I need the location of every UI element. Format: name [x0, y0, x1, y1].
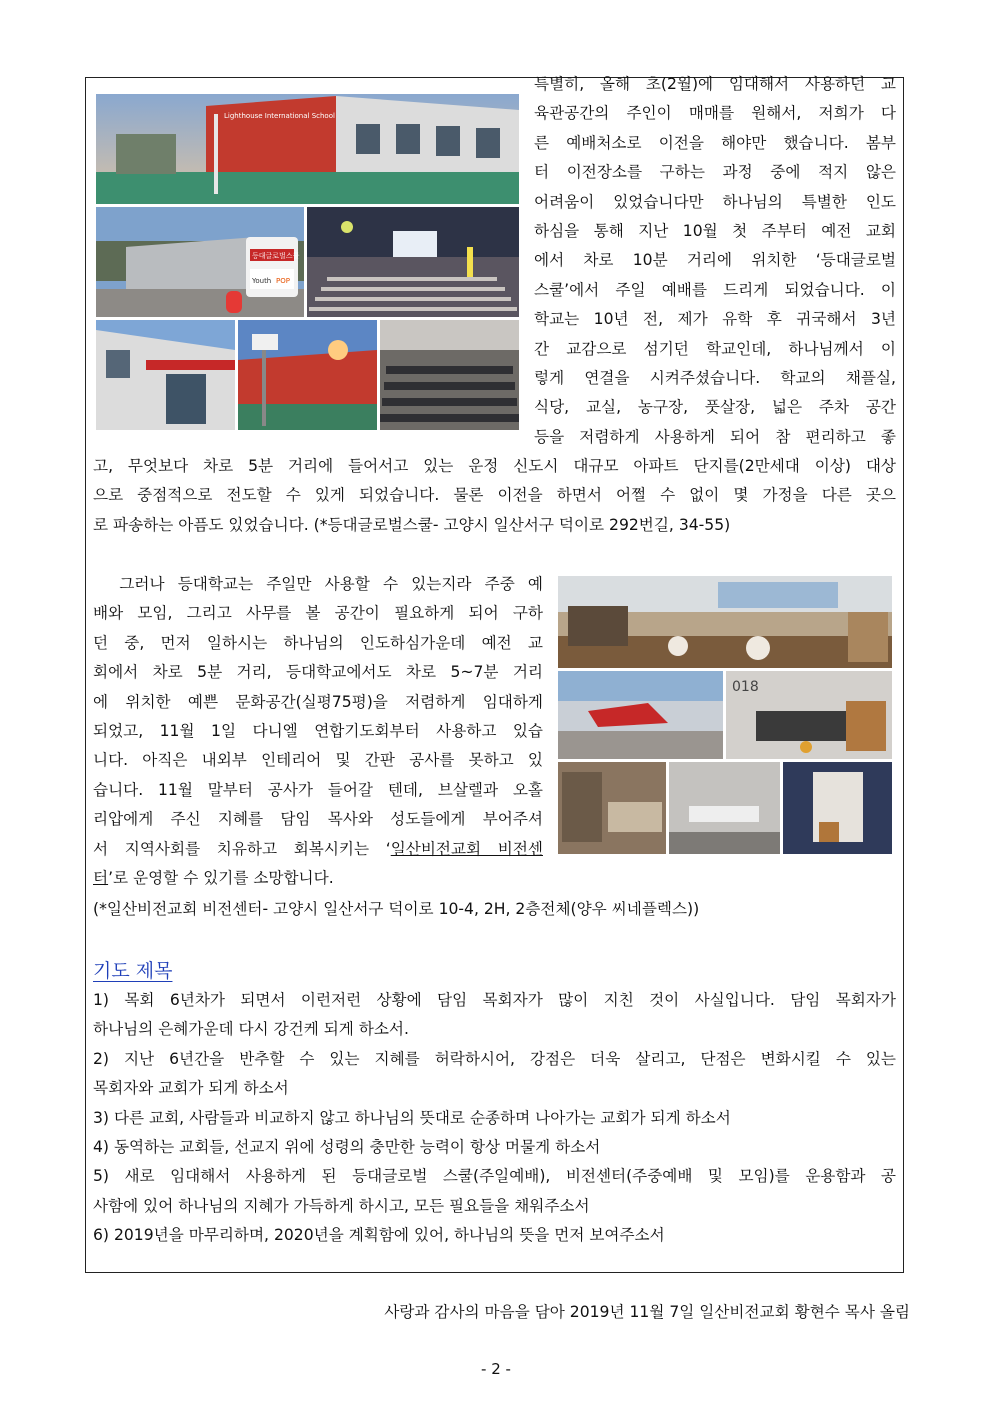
prayer-line: 하나님의 은혜가운데 다시 강건케 되게 하소서. — [93, 1020, 409, 1039]
school-building-photo — [96, 94, 519, 204]
lounge-photo — [726, 671, 892, 759]
text-line: 스쿨’에서 주일 예배를 드리게 되었습니다. 이 — [534, 280, 896, 299]
text-line: 되었고, 11월 1일 다니엘 연합기도회부터 사용하고 있습 — [93, 721, 543, 740]
prayer-line: 2) 지난 6년간을 반추할 수 있는 지혜를 허락하시어, 강점은 더욱 살리고, 단점은 변화시킬 수 있는 — [93, 1049, 896, 1068]
page-number: - 2 - — [481, 1360, 511, 1378]
school-photo-collage — [96, 94, 519, 430]
text-line — [93, 835, 543, 864]
terrace-photo — [558, 671, 723, 759]
text-line: 학교는 10년 전, 제가 유학 후 귀국해서 3년 — [534, 310, 896, 329]
text-line: 으로 중점적으로 전도할 수 있게 되었습니다. 물론 이전을 하면서 어쩔 수 없이 몇 가정을 다른 곳으 — [93, 486, 896, 505]
text-line: 특별히, 올해 초(2월)에 임대해서 사용하던 교 — [534, 75, 896, 93]
text-line: 간 교감으로 섬기던 학교인데, 하나님께서 이 — [534, 339, 896, 358]
text-line — [93, 864, 543, 893]
prayer-line: 목회자와 교회가 되게 하소서 — [93, 1079, 289, 1098]
vision-center-name-underlined-end: 터 — [93, 868, 109, 887]
youth-text: Youth — [252, 277, 272, 285]
prayer-line: 6) 2019년을 마무리하며, 2020년을 계획함에 있어, 하나님의 뜻을 먼저 보여주소서 — [93, 1226, 665, 1245]
text-line: 고, 무엇보다 차로 5분 거리에 들어서고 있는 운정 신도시 대규모 아파트 단지를(2만세대 이상) 대상 — [93, 457, 896, 475]
text-line: 회에서 차로 5분 거리, 등대학교에서도 차로 5~7분 거리 — [93, 663, 543, 682]
school-entrance-photo — [96, 320, 235, 430]
text-line: 식당, 교실, 농구장, 풋살장, 넓은 주차 공간 — [534, 398, 896, 417]
text-line: 리압에게 주신 지혜를 담임 목사와 성도들에게 부어주셔 — [93, 810, 543, 829]
prayer-line: 사함에 있어 하나님의 지혜가 가득하게 하시고, 모든 필요들을 채워주소서 — [93, 1196, 590, 1215]
text-line: 른 예배처소로 이전을 해야만 했습니다. 봄부 — [534, 133, 896, 152]
text-line: 렇게 연결을 시켜주셨습니다. 학교의 채플실, — [534, 368, 896, 387]
text-line: 던 중, 먼저 일하시는 하나님의 인도하심가운데 예전 교 — [93, 633, 543, 652]
vision-center-photo-collage — [558, 576, 892, 854]
prayer-line: 1) 목회 6년차가 되면서 이런저런 상황에 담임 목회자가 많이 지친 것이 사실입니다. 담임 목회자가 — [93, 991, 896, 1009]
basketball-court-photo — [238, 320, 377, 430]
text-line: 배와 모임, 그리고 사무를 볼 공간이 필요하게 되어 구하 — [93, 604, 543, 623]
text-line: 니다. 아직은 내외부 인테리어 및 간판 공사를 못하고 있 — [93, 751, 543, 770]
school-gate-photo — [96, 207, 304, 317]
meeting-room-photo — [669, 762, 780, 854]
pop-text: POP — [276, 277, 290, 285]
vision-center-name-underlined: 일산비전교회 비전센 — [390, 839, 543, 858]
text-line: 그러나 등대학교는 주일만 사용할 수 있는지라 주중 예 — [93, 575, 543, 593]
banner-text: 등대글로벌스쿨 — [252, 252, 300, 260]
hallway-photo — [783, 762, 892, 854]
address-line: (*일산비전교회 비전센터- 고양시 일산서구 덕이로 10-4, 2H, 2층전체(양우 씨네플렉스)) — [93, 900, 700, 918]
text-line: 어려움이 있었습니다만 하나님의 특별한 인도 — [534, 192, 896, 211]
prayer-list — [93, 986, 896, 1251]
text-line: 습니다. 11월 말부터 공사가 들어갈 텐데, 브살렐과 오홀 — [93, 780, 543, 799]
text-line: 에 위치한 예쁜 문화공간(실평75평)을 저렴하게 임대하게 — [93, 692, 543, 711]
prayer-heading: 기도 제목 — [93, 960, 173, 982]
text-line: 터 이전장소를 구하는 과정 중에 적지 않은 — [534, 163, 896, 182]
paragraph-1-right-column — [534, 70, 896, 452]
text-line: 육관공간의 주인이 매매를 원해서, 저희가 다 — [534, 104, 896, 123]
cafe-interior-photo — [558, 576, 892, 668]
prayer-line: 4) 동역하는 교회들, 선교지 위에 성령의 충만한 능력이 항상 머물게 하소서 — [93, 1137, 601, 1156]
vision-number-text: 018 — [732, 679, 759, 695]
school-sign-text: Lighthouse International School — [224, 112, 335, 120]
prayer-line: 3) 다른 교회, 사람들과 비교하지 않고 하나님의 뜻대로 순종하며 나아가는 교회가 되게 하소서 — [93, 1108, 731, 1127]
text-line: 등을 저렴하게 사용하게 되어 참 편리하고 좋 — [534, 427, 896, 446]
prayer-line: 5) 새로 임대해서 사용하게 된 등대글로벌 스쿨(주일예배), 비전센터(주중예배 및 모임)를 운용함과 공 — [93, 1167, 896, 1186]
text-segment: ’로 운영할 수 있기를 소망합니다. — [108, 868, 334, 887]
signature: 사랑과 감사의 마음을 담아 2019년 11월 7일 일산비전교회 황현수 목사 올림 — [384, 1303, 910, 1321]
chapel-interior-photo — [307, 207, 519, 317]
paragraph-1-continuation — [93, 452, 896, 540]
chapel-chairs-photo — [380, 320, 519, 430]
text-line: 에서 차로 10분 거리에 위치한 ‘등대글로벌 — [534, 251, 896, 270]
text-segment: 서 지역사회를 치유하고 회복시키는 ‘ — [93, 839, 391, 858]
text-line: 하심을 통해 지난 10월 첫 주부터 예전 교회 — [534, 221, 896, 240]
bookshelf-room-photo — [558, 762, 666, 854]
vision-center-address — [93, 895, 896, 924]
paragraph-2-left-column — [93, 570, 543, 893]
school-address-line: 로 파송하는 아픔도 있었습니다. (*등대글로벌스쿨- 고양시 일산서구 덕이로 292번길, 34-55) — [93, 515, 731, 534]
